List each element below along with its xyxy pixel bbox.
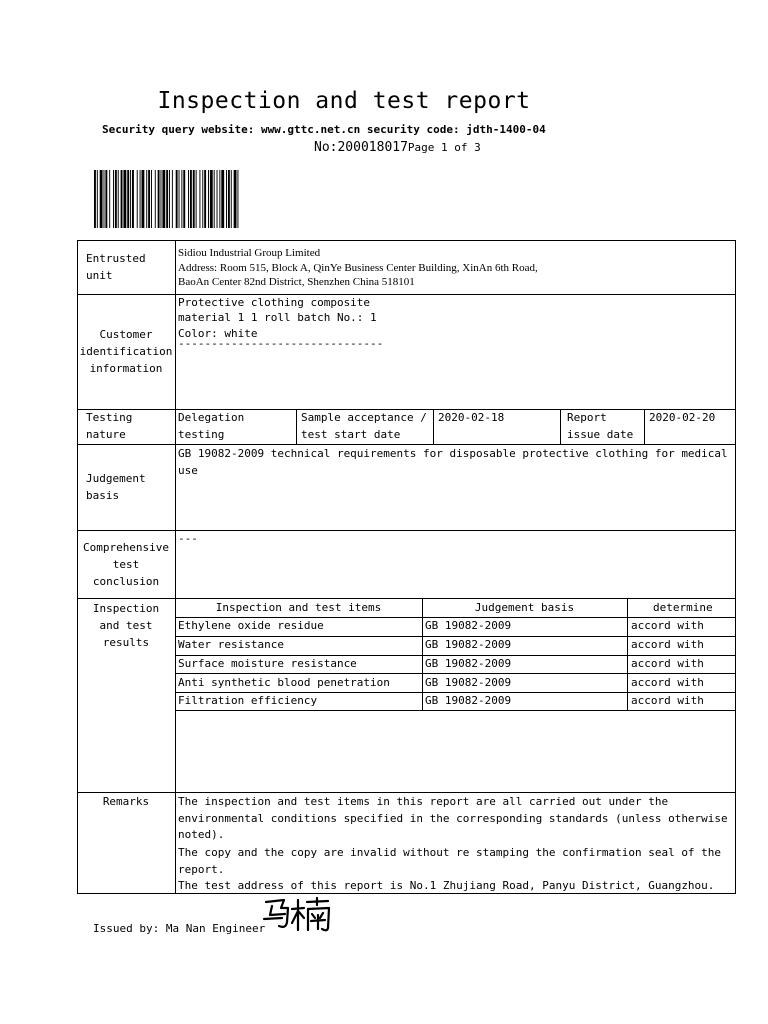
results-basis: GB 19082-2009 — [425, 657, 512, 670]
customer-info-line: Color: white — [178, 327, 258, 340]
results-header-determine: determine — [653, 601, 713, 614]
results-label: Inspection — [92, 602, 160, 615]
testing-nature-value: testing — [178, 428, 225, 441]
column-divider — [175, 240, 176, 894]
customer-info-line: material 1 1 roll batch No.: 1 — [178, 311, 377, 324]
judgement-basis-label: Judgement — [86, 472, 146, 485]
results-header-items: Inspection and test items — [215, 601, 382, 614]
testing-nature-value: Delegation — [178, 411, 245, 424]
results-item: Water resistance — [178, 638, 284, 651]
customer-identification-label: identification — [79, 345, 173, 358]
customer-identification-label: information — [89, 362, 163, 375]
column-divider — [560, 409, 561, 444]
results-basis: GB 19082-2009 — [425, 638, 512, 651]
results-column-divider — [627, 598, 628, 710]
remarks-line: The copy and the copy are invalid without re stamping the confirmation seal of the — [178, 846, 722, 859]
judgement-basis-text: GB 19082-2009 technical requirements for disposable protective clothing for medical — [178, 447, 728, 460]
report-issue-date: 2020-02-20 — [649, 411, 716, 424]
results-item: Surface moisture resistance — [178, 657, 357, 670]
customer-info-separator: ------------------------------- — [178, 337, 384, 350]
security-query-line: Security query website: www.gttc.net.cn security code: jdth-1400-04 — [102, 123, 546, 136]
barcode — [94, 170, 282, 228]
remarks-line: environmental conditions specified in the corresponding standards (unless otherwise — [178, 812, 728, 825]
results-determine: accord with — [631, 676, 704, 689]
report-issue-date-label: Report — [567, 411, 607, 424]
remarks-line: report. — [178, 863, 225, 876]
entrusted-unit-address: Address: Room 515, Block A, QinYe Business Center Building, XinAn 6th Road, — [178, 262, 538, 274]
entrusted-unit-label: Entrusted — [86, 252, 146, 265]
handwritten-signature — [262, 896, 334, 934]
judgement-basis-label: basis — [86, 489, 120, 502]
results-label: and test — [99, 619, 153, 632]
judgement-basis-text: use — [178, 464, 198, 477]
results-determine: accord with — [631, 694, 704, 707]
sample-acceptance-date: 2020-02-18 — [438, 411, 505, 424]
testing-nature-label: Testing — [86, 411, 133, 424]
customer-info-line: Protective clothing composite — [178, 296, 371, 309]
customer-identification-label: Customer — [99, 328, 153, 341]
conclusion-label: conclusion — [92, 575, 160, 588]
column-divider — [644, 409, 645, 444]
conclusion-label: Comprehensive — [82, 541, 170, 554]
sample-acceptance-label: test start date — [301, 428, 401, 441]
entrusted-unit-address: BaoAn Center 82nd District, Shenzhen China 518101 — [178, 276, 415, 288]
results-header-basis: Judgement basis — [474, 601, 575, 614]
column-divider — [433, 409, 434, 444]
results-item: Filtration efficiency — [178, 694, 318, 707]
remarks-line: The inspection and test items in this report are all carried out under the — [178, 795, 669, 808]
report-issue-date-label: issue date — [567, 428, 634, 441]
results-label: results — [102, 636, 150, 649]
results-basis: GB 19082-2009 — [425, 676, 512, 689]
column-divider — [296, 409, 297, 444]
results-determine: accord with — [631, 619, 704, 632]
remarks-line: noted). — [178, 828, 225, 841]
sample-acceptance-label: Sample acceptance / — [301, 411, 427, 424]
results-basis: GB 19082-2009 — [425, 619, 512, 632]
testing-nature-label: nature — [86, 428, 126, 441]
report-number: No:200018017 — [314, 140, 408, 155]
issued-by: Issued by: Ma Nan Engineer — [93, 922, 266, 935]
report-number-line — [314, 140, 481, 155]
conclusion-value: --- — [178, 532, 198, 545]
remarks-label: Remarks — [102, 795, 150, 808]
conclusion-label: test — [112, 558, 140, 571]
remarks-line: The test address of this report is No.1 Zhujiang Road, Panyu District, Guangzhou. — [178, 879, 715, 892]
results-row-divider — [175, 710, 736, 711]
results-determine: accord with — [631, 638, 704, 651]
results-determine: accord with — [631, 657, 704, 670]
entrusted-unit-name: Sidiou Industrial Group Limited — [178, 247, 321, 259]
results-item: Anti synthetic blood penetration — [178, 676, 390, 689]
entrusted-unit-label: unit — [86, 269, 113, 282]
page-info: Page 1 of 3 — [407, 141, 481, 154]
report-title: Inspection and test report — [157, 88, 531, 114]
results-item: Ethylene oxide residue — [178, 619, 324, 632]
results-basis: GB 19082-2009 — [425, 694, 512, 707]
